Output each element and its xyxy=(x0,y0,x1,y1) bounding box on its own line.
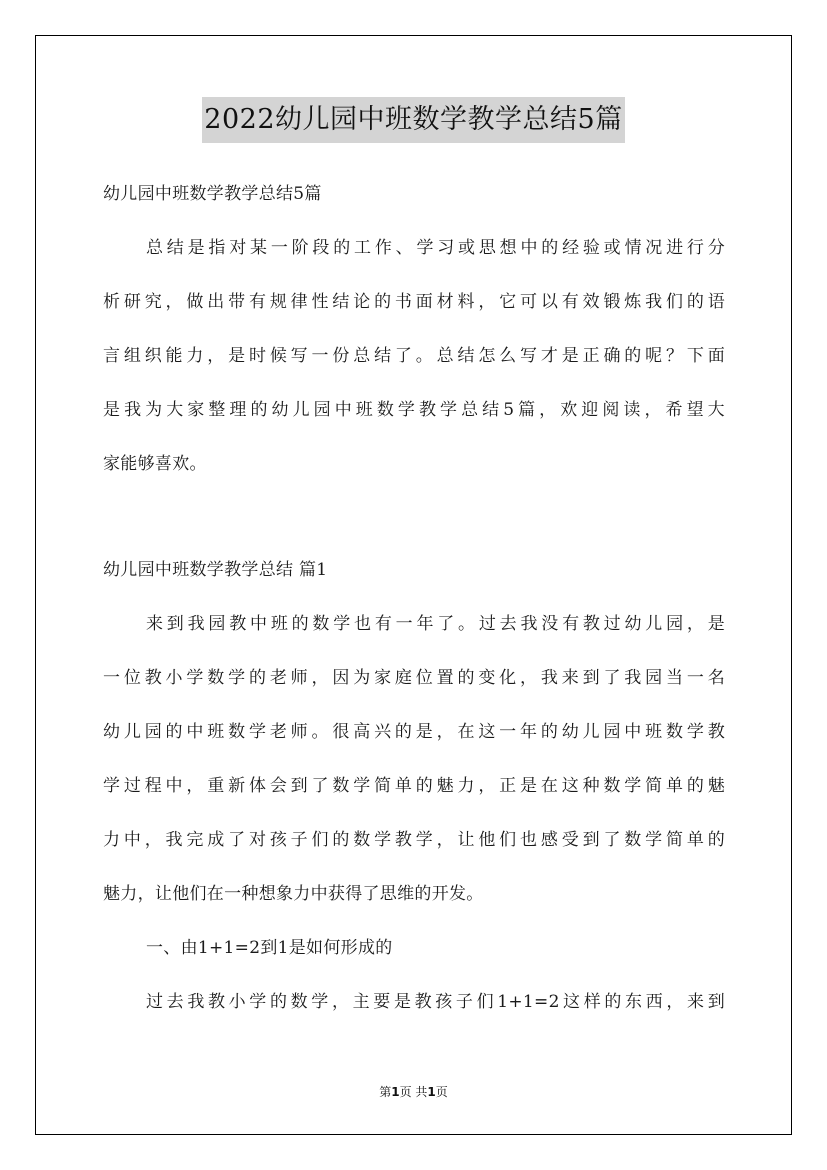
section-heading: 幼儿园中班数学教学总结 篇1 xyxy=(103,560,328,580)
paragraph-line: 过去我教小学的数学，主要是教孩子们1+1=2这样的东西，来到 xyxy=(146,992,725,1012)
paragraph-line: 来到我园教中班的数学也有一年了。过去我没有教过幼儿园，是 xyxy=(146,614,725,634)
page-footer xyxy=(0,1082,827,1102)
paragraph-line: 力中，我完成了对孩子们的数学教学，让他们也感受到了数学简单的 xyxy=(103,830,725,850)
document-title: 2022幼儿园中班数学教学总结5篇 xyxy=(202,97,624,143)
title-container xyxy=(0,97,827,143)
paragraph-line: 言组织能力，是时候写一份总结了。总结怎么写才是正确的呢？下面 xyxy=(103,346,725,366)
paragraph-line: 学过程中，重新体会到了数学简单的魅力，正是在这种数学简单的魅 xyxy=(103,776,725,796)
total-page-number: 1 xyxy=(427,1085,436,1099)
paragraph-line: 是我为大家整理的幼儿园中班数学教学总结5篇，欢迎阅读，希望大 xyxy=(103,400,725,420)
subsection-heading: 一、由1+1=2到1是如何形成的 xyxy=(146,938,393,958)
paragraph-line: 魅力，让他们在一种想象力中获得了思维的开发。 xyxy=(103,884,484,904)
footer-mid: 页 共 xyxy=(399,1085,428,1099)
paragraph-line: 家能够喜欢。 xyxy=(103,454,207,474)
document-body xyxy=(103,167,725,1029)
paragraph-line: 一位教小学数学的老师，因为家庭位置的变化，我来到了我园当一名 xyxy=(103,668,725,688)
paragraph-line: 幼儿园的中班数学老师。很高兴的是，在这一年的幼儿园中班数学教 xyxy=(103,722,725,742)
footer-prefix: 第 xyxy=(379,1085,392,1099)
current-page-number: 1 xyxy=(391,1085,400,1099)
paragraph-line: 总结是指对某一阶段的工作、学习或思想中的经验或情况进行分 xyxy=(146,238,725,258)
subtitle: 幼儿园中班数学教学总结5篇 xyxy=(103,184,322,204)
blank-gap xyxy=(103,491,725,543)
paragraph-line: 析研究，做出带有规律性结论的书面材料，它可以有效锻炼我们的语 xyxy=(103,292,725,312)
footer-suffix: 页 xyxy=(435,1085,448,1099)
